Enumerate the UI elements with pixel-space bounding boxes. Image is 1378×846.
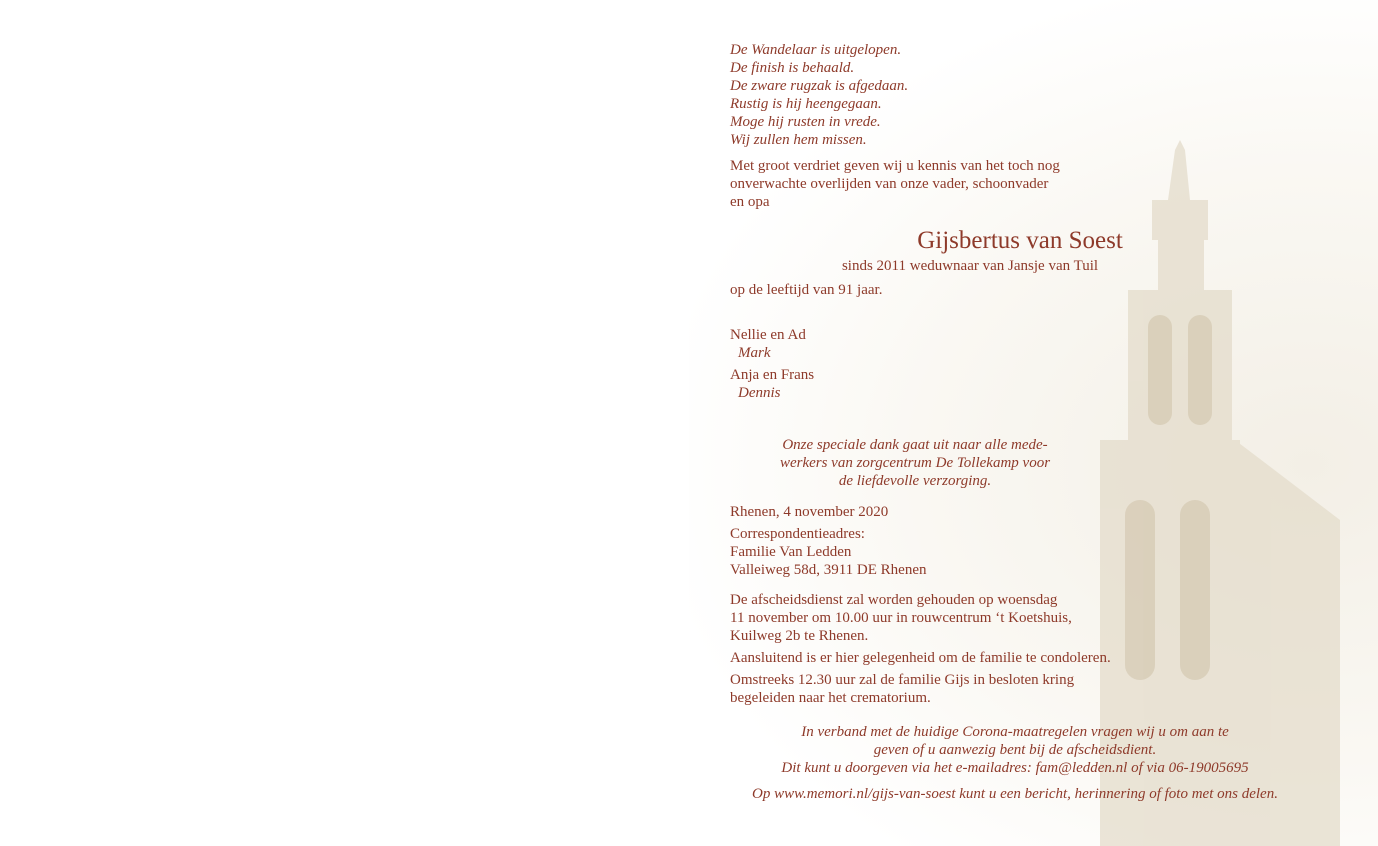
service-line: 11 november om 10.00 uur in rouwcentrum ‘t Koetshuis, [730,610,1072,626]
service-line: De afscheidsdienst zal worden gehouden op woensdag [730,592,1058,608]
family-child: Mark [738,345,771,361]
thanks-line: Onze speciale dank gaat uit naar alle mede- [782,437,1048,453]
thanks-line: werkers van zorgcentrum De Tollekamp voor [779,455,1051,471]
announcement-line: en opa [730,194,770,210]
age-line: op de leeftijd van 91 jaar. [730,282,883,298]
correspondence-line: Familie Van Ledden [730,544,852,560]
poem-line: De zware rugzak is afgedaan. [730,78,909,94]
deceased-subtitle: sinds 2011 weduwnaar van Jansje van Tuil [841,258,1099,274]
family-couple: Nellie en Ad [730,327,806,343]
corona-line: geven of u aanwezig bent bij de afscheidsdient. [873,742,1157,758]
correspondence-line: Correspondentieadres: [730,526,865,542]
condolence-text: Aansluitend is er hier gelegenheid om de familie te condoleren. [730,650,1111,666]
place-date: Rhenen, 4 november 2020 [730,504,889,520]
family-couple: Anja en Frans [730,367,815,383]
correspondence-line: Valleiweg 58d, 3911 DE Rhenen [730,562,927,578]
cremation-line: begeleiden naar het crematorium. [730,690,931,706]
family-child: Dennis [738,385,781,401]
corona-line: Dit kunt u doorgeven via het e-mailadres: fam@ledden.nl of via 06-19005695 [781,760,1249,776]
poem-line: De Wandelaar is uitgelopen. [730,42,902,58]
deceased-name: Gijsbertus van Soest [917,227,1123,254]
service-line: Kuilweg 2b te Rhenen. [730,628,869,644]
announcement-line: onverwachte overlijden van onze vader, schoonvader [730,176,1049,192]
poem-line: Moge hij rusten in vrede. [730,114,881,130]
poem-line: De finish is behaald. [730,60,855,76]
memori-link-text: Op www.memori.nl/gijs-van-soest kunt u een bericht, herinnering of foto met ons delen. [752,786,1278,802]
announcement-line: Met groot verdriet geven wij u kennis van het toch nog [730,158,1060,174]
poem-line: Rustig is hij heengegaan. [730,96,882,112]
corona-line: In verband met de huidige Corona-maatregelen vragen wij u om aan te [801,724,1229,740]
thanks-line: de liefdevolle verzorging. [838,473,992,489]
poem-line: Wij zullen hem missen. [730,132,867,148]
cremation-line: Omstreeks 12.30 uur zal de familie Gijs in besloten kring [730,672,1075,688]
